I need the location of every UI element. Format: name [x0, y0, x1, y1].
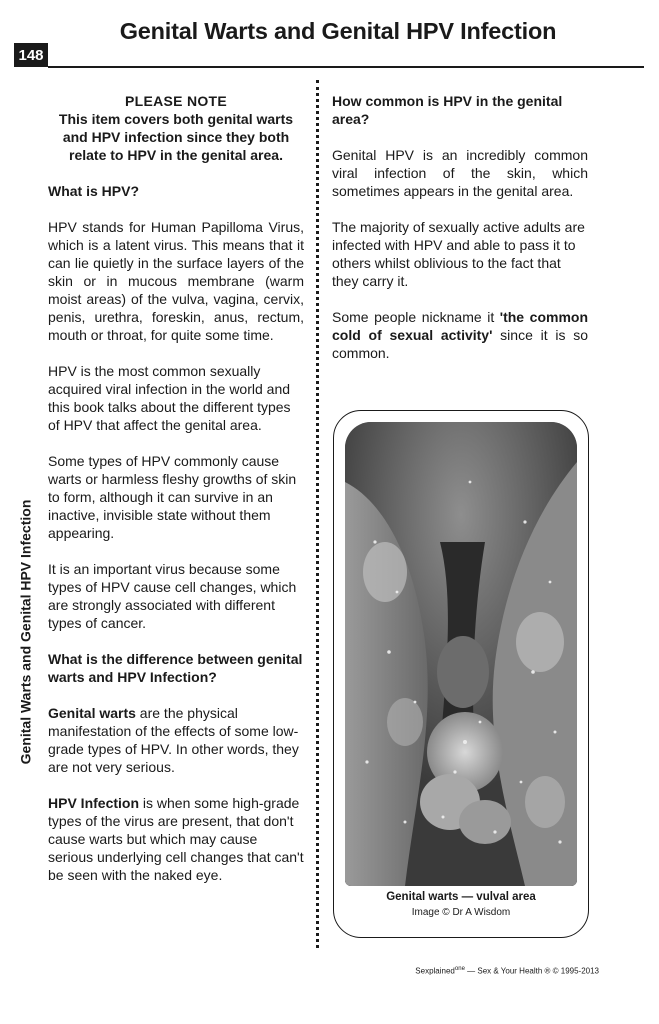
paragraph-hpv-infection-text: is when some high-grade types of the virus are present, that don't cause warts but which may cause serious underlying cell changes that can't be seen with the naked eye. — [48, 795, 304, 883]
paragraph-hpv-infection — [48, 794, 304, 884]
heading-how-common: How common is HPV in the genital area? — [332, 93, 563, 127]
page-number: 148 — [14, 43, 48, 67]
paragraph-nickname-start: Some people nickname it — [332, 309, 500, 325]
figure-caption: Genital warts — vulval area — [386, 891, 536, 903]
paragraph-genital-warts — [48, 704, 304, 776]
paragraph-most-common: HPV is the most common sexually acquired viral infection in the world and this book talks about the different types of HPV that affect the genital area. — [48, 363, 291, 433]
left-column — [48, 92, 304, 884]
side-tab — [16, 487, 34, 777]
footer-brand: Sexplained — [415, 966, 455, 976]
term-genital-warts: Genital warts — [48, 705, 136, 721]
nickname-phrase: 'the common cold of sexual activity' — [332, 309, 588, 343]
photo-illustration — [345, 422, 577, 886]
medical-photo — [345, 422, 577, 886]
side-tab-label: Genital Warts and Genital HPV Infection — [17, 499, 33, 765]
footer-copyright: — Sex & Your Health ® © 1995-2013 — [464, 966, 599, 976]
paragraph-nickname — [332, 308, 588, 362]
right-column — [332, 92, 588, 362]
heading-difference: What is the difference between genital warts and HPV Infection? — [48, 651, 303, 685]
paragraph-cell-changes: It is an important virus because some types of HPV cause cell changes, which are strongly associated with different types of cancer. — [48, 561, 297, 631]
column-divider — [316, 80, 319, 948]
figure-frame — [333, 410, 589, 938]
header-rule — [48, 66, 644, 68]
paragraph-majority-infected: The majority of sexually active adults are infected with HPV and able to pass it to others whilst oblivious to the fact that they carry it. — [332, 219, 585, 289]
note-body: This item covers both genital warts and HPV infection since they both relate to HPV in the genital area. — [58, 111, 294, 163]
paragraph-incredibly-common: Genital HPV is an incredibly common viral infection of the skin, which sometimes appears in the genital area. — [332, 147, 588, 199]
page-title: Genital Warts and Genital HPV Infection — [119, 18, 557, 44]
heading-what-is-hpv: What is HPV? — [48, 183, 140, 199]
note-title: PLEASE NOTE — [124, 93, 228, 109]
figure-credit: Image © Dr A Wisdom — [411, 907, 511, 918]
paragraph-types-warts: Some types of HPV commonly cause warts or harmless fleshy growths of skin to form, although it can survive in an inactive, invisible state without them appearing. — [48, 453, 297, 541]
paragraph-nickname-end: since it is so common. — [332, 327, 589, 361]
footer-brand-sup: one — [454, 966, 465, 972]
term-hpv-infection: HPV Infection — [48, 795, 140, 811]
page-footer — [415, 966, 599, 976]
paragraph-hpv-definition: HPV stands for Human Papilloma Virus, which is a latent virus. This means that it can lie quietly in the surface layers of the skin or in mucous membrane (warm moist areas) of the vulva, vagina, cervix, penis, urethra, foreskin, anus, rectum, mouth or throat, for quite some time. — [48, 219, 304, 343]
paragraph-genital-warts-text: are the physical manifestation of the effects of some low-grade types of HPV. In other words, they are not very serious. — [48, 705, 299, 775]
